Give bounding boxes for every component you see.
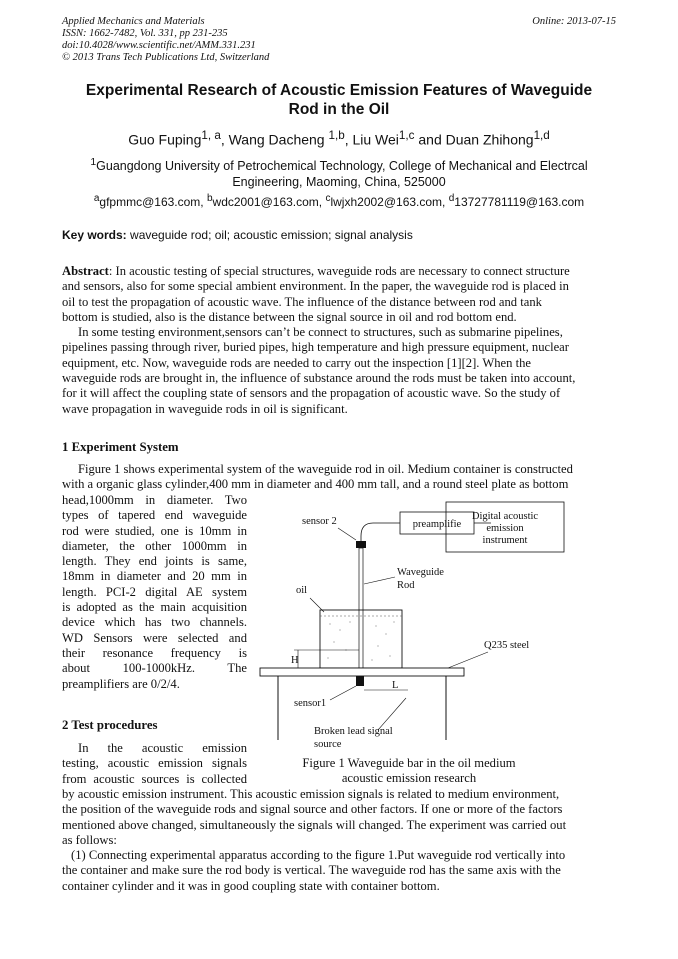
s1-narrow-line-10: WD Sensors were selected and <box>62 630 247 645</box>
intro-line-2: pipelines passing through river, buried pipes, high temperature and high pressure equipment, nuclear <box>62 340 569 355</box>
caption-line-1: Figure 1 Waveguide bar in the oil medium <box>302 756 516 770</box>
title-line-1: Experimental Research of Acoustic Emission Features of Waveguide <box>85 82 593 99</box>
journal-header <box>62 16 269 64</box>
intro-line-3: equipment, etc. Now, waveguide rods are needed to carry out the inspection [1][2]. When the <box>62 355 531 370</box>
waveguide-label-1: Waveguide <box>397 567 444 578</box>
sensor2-block <box>356 541 366 548</box>
s2-step-line-2: the container and make sure the rod body is vertical. The waveguide rod has the same axis with the <box>62 863 561 878</box>
author-sep-3: and <box>414 131 446 148</box>
online-date: Online: 2013-07-15 <box>532 16 616 27</box>
email-a-sup: a <box>93 193 100 204</box>
abstract <box>62 264 616 417</box>
waveguide-label-2: Rod <box>397 580 415 591</box>
preamp-label: preamplifie <box>412 519 462 530</box>
author-3: Liu Wei <box>352 131 399 148</box>
email-b[interactable]: wdc2001@163.com, <box>212 195 326 209</box>
s1-narrow-line-1: head,1000mm in diameter. Two <box>62 493 247 507</box>
abstract-line-3: oil to test the propagation of acoustic wave. The influence of the distance between rod and tank <box>62 294 542 309</box>
author-3-sup: 1,c <box>398 129 415 142</box>
affiliation-line-2: Engineering, Maoming, China, 525000 <box>232 175 446 190</box>
intro-line-4: waveguide rods are brought in, the influence of substance around the rods must be taken into account, <box>62 371 576 386</box>
issn: ISSN: 1662-7482, Vol. 331, pp 231-235 <box>62 28 228 39</box>
s2-line-2: the position of the waveguide rods and signal source and other factors. If one or more of the factors <box>62 802 563 817</box>
section-1-text <box>62 462 616 493</box>
affiliation-line-1: Guangdong University of Petrochemical Technology, College of Mechanical and Electrcal <box>96 159 588 174</box>
s1-line-1: Figure 1 shows experimental system of the waveguide rod in oil. Medium container is constructed <box>78 462 573 476</box>
s1-narrow-line-4: diameter, the other 1000mm in <box>62 538 247 553</box>
author-1: Guo Fuping <box>128 131 202 148</box>
author-4-sup: 1,d <box>533 129 550 142</box>
intro-line-6: wave propagation in waveguide rods in oil is significant. <box>62 401 348 416</box>
s1-narrow-line-12: about 100-1000kHz. The <box>62 661 247 676</box>
section-2-text <box>62 787 616 894</box>
s1-narrow-line-5: length. They end joints is same, <box>62 554 247 569</box>
abstract-label: Abstract <box>62 264 109 278</box>
doi: doi:10.4028/www.scientific.net/AMM.331.231 <box>62 40 256 51</box>
s2-narrow-line-3: from acoustic sources is collected <box>62 771 247 786</box>
section-2-heading: 2 Test procedures <box>62 718 158 732</box>
author-1-sup: 1, a <box>201 129 221 142</box>
steel-leader <box>448 652 488 668</box>
section-1-heading: 1 Experiment System <box>62 440 179 454</box>
sensor2-label: sensor 2 <box>302 516 337 527</box>
oil-label: oil <box>296 585 308 596</box>
email-b-sup: b <box>206 193 213 204</box>
instrument-label-1: Digital acoustic <box>471 511 539 522</box>
sensor1-label: sensor1 <box>294 698 327 709</box>
author-4: Duan Zhihong <box>445 131 534 148</box>
h-label: H <box>291 655 299 666</box>
sensor1-leader <box>330 686 356 700</box>
email-d-sup: d <box>448 193 455 204</box>
author-list <box>60 129 618 148</box>
s1-narrow-line-11: their resonance frequency is <box>62 645 247 660</box>
s1-narrow-line-8: is adopted as the main acquisition <box>62 600 247 615</box>
email-a[interactable]: gfpmmc@163.com, <box>99 195 207 209</box>
intro-line-5: for it will affect the coupling state of sensors and the propagation of acoustic wave. So the study of <box>62 386 561 401</box>
email-c-sup: c <box>325 193 331 204</box>
s2-line-1: by acoustic emission instrument. This acoustic emission signals is related to medium environment, <box>62 787 560 801</box>
figure-1-diagram <box>258 500 568 766</box>
intro-line-1: In some testing environment,sensors can’t be connect to structures, such as submarine pipelines, <box>78 325 563 340</box>
steel-plate <box>260 668 464 676</box>
l-label: L <box>392 680 399 691</box>
instrument-label-3: instrument <box>482 535 528 546</box>
keywords-label: Key words: <box>62 228 127 242</box>
lead-source-label-1: Broken lead signal <box>314 726 393 737</box>
author-sep-1: , <box>220 131 229 148</box>
s1-narrow-line-2: types of tapered end waveguide <box>62 508 247 523</box>
author-2-sup: 1,b <box>328 129 345 142</box>
author-2: Wang Dacheng <box>228 131 329 148</box>
abstract-line-1: : In acoustic testing of special structures, waveguide rods are necessary to connect structure <box>108 264 570 278</box>
email-d[interactable]: 13727781119@163.com <box>454 195 585 209</box>
keywords-text: waveguide rod; oil; acoustic emission; signal analysis <box>126 228 413 242</box>
lead-source-label-2: source <box>314 739 342 750</box>
s1-narrow-line-9: device which has two channels. <box>62 615 247 630</box>
s2-narrow-line-1: In the acoustic emission <box>78 741 247 755</box>
section-2-narrow-text <box>62 741 247 787</box>
s2-step-line-3: container cylinder and it was in good coupling state with container bottom. <box>62 878 440 893</box>
paper-title <box>60 81 618 119</box>
s2-step-line-1: (1) Connecting experimental apparatus according to the figure 1.Put waveguide rod vertically into <box>71 848 566 863</box>
abstract-line-4: bottom is studied, also is the distance between the signal source in oil and rod bottom end. <box>62 309 517 324</box>
affiliation-sup: 1 <box>90 157 97 168</box>
sensor2-leader <box>338 528 356 540</box>
s2-line-4: as follows: <box>62 832 117 847</box>
instrument-label-2: emission <box>486 523 524 534</box>
abstract-line-2: and sensors, also for some special ambient environment. In the paper, the waveguide rod is placed in <box>62 279 569 294</box>
s1-narrow-line-7: length. PCI-2 digital AE system <box>62 584 247 599</box>
title-line-2: Rod in the Oil <box>288 101 390 118</box>
sensor1-block <box>356 676 364 686</box>
journal-name: Applied Mechanics and Materials <box>62 16 205 27</box>
keywords <box>62 228 413 242</box>
author-sep-2: , <box>344 131 353 148</box>
caption-line-2: acoustic emission research <box>341 771 477 785</box>
email-list <box>30 193 648 209</box>
affiliation <box>60 155 618 190</box>
s2-line-3: mentioned above changed, simultaneously the signals will changed. The experiment was carried out <box>62 817 567 832</box>
s1-line-2: with a organic glass cylinder,400 mm in diameter and 400 mm tall, and a round steel plate as bottom <box>62 477 569 492</box>
s1-narrow-line-6: 18mm in diameter and 20 mm in <box>62 569 247 584</box>
s1-narrow-line-3: rod were studied, one is 10mm in <box>62 523 247 538</box>
s1-narrow-line-13: preamplifiers are 0/2/4. <box>62 676 180 691</box>
sensor2-cable <box>361 523 400 542</box>
figure-1-caption <box>274 756 544 786</box>
steel-label: Q235 steel <box>484 640 530 651</box>
s2-narrow-line-2: testing, acoustic emission signals <box>62 756 247 771</box>
waveguide-rod <box>359 548 363 678</box>
copyright: © 2013 Trans Tech Publications Ltd, Switzerland <box>62 52 270 63</box>
email-c[interactable]: lwjxh2002@163.com, <box>330 195 449 209</box>
waveguide-leader <box>364 577 395 584</box>
section-1-narrow-text <box>62 493 247 692</box>
